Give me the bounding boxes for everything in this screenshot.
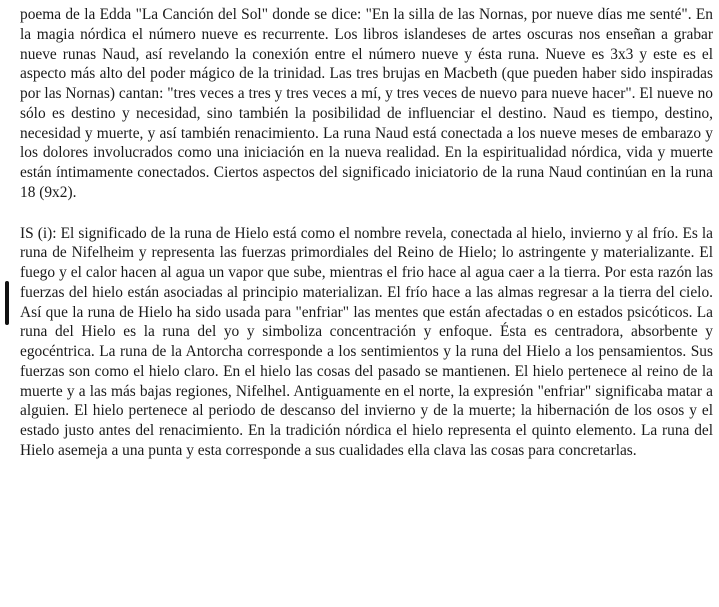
paragraph-naud: poema de la Edda "La Canción del Sol" donde se dice: "En la silla de las Nornas, por nueve días me senté". En la magia nórdica el número nueve es recurrente. Los libros islandeses de artes oscuras nos enseñan a grabar nueve runas Naud, así revelando la conexión entre el número nueve y ésta runa. Nueve es 3x3 y este es el aspecto más alto del poder mágico de la trinidad. Las tres brujas en Macbeth (que pueden haber sido inspiradas por las Nornas) cantan: "tres veces a tres y tres veces a mí, y tres veces de nuevo para nueve hacer". El nueve no sólo es destino y necesidad, sino también la posibilidad de influenciar el destino. Naud es tiempo, destino, necesidad y muerte, y así también renacimiento. La runa Naud está conectada a los nueve meses de embarazo y los dolores involucrados como una iniciación en la nueva realidad. En la espiritualidad nórdica, vida y muerte están íntimamente conectados. Ciertos aspectos del significado iniciatorio de la runa Naud continúan en la runa 18 (9x2).: [20, 6, 713, 201]
paragraph-is: IS (i): El significado de la runa de Hielo está como el nombre revela, conectada al hielo, invierno y al frío. Es la runa de Nifelheim y representa las fuerzas primordiales del Reino de Hielo; lo astringente y materializante. El fuego y el calor hacen al agua un vapor que sube, mientras el frio hace al agua caer a la tierra. Por esta razón las fuerzas del hielo están asociadas al principio materializan. El frío hace a las almas regresar a la tierra del cielo. Así que la runa de Hielo ha sido usada para "enfriar" las mentes que están afectadas o en estados psicóticos. La runa del Hielo es la runa del yo y simboliza concentración y enfoque. Ésta es centradora, absorbente y egocéntrica. La runa de la Antorcha corresponde a los sentimientos y la runa del Hielo a los pensamientos. Sus fuerzas son como el hielo claro. En el hielo las cosas del pasado se mantienen. El hielo pertenece al reino de la muerte y a las más bajas regiones, Nifelhel. Antiguamente en el norte, la expresión "enfriar" significaba matar a alguien. El hielo pertenece al periodo de descanso del invierno y de la muerte; la hibernación de los osos y el estado justo antes del renacimiento. En la tradición nórdica el hielo representa el quinto elemento. La runa del Hielo asemeja a una punta y esta corresponde a sus cualidades ella clava las cosas para concretarlas.: [20, 224, 713, 459]
document-body: [20, 5, 713, 461]
isa-rune-icon: [5, 281, 9, 325]
